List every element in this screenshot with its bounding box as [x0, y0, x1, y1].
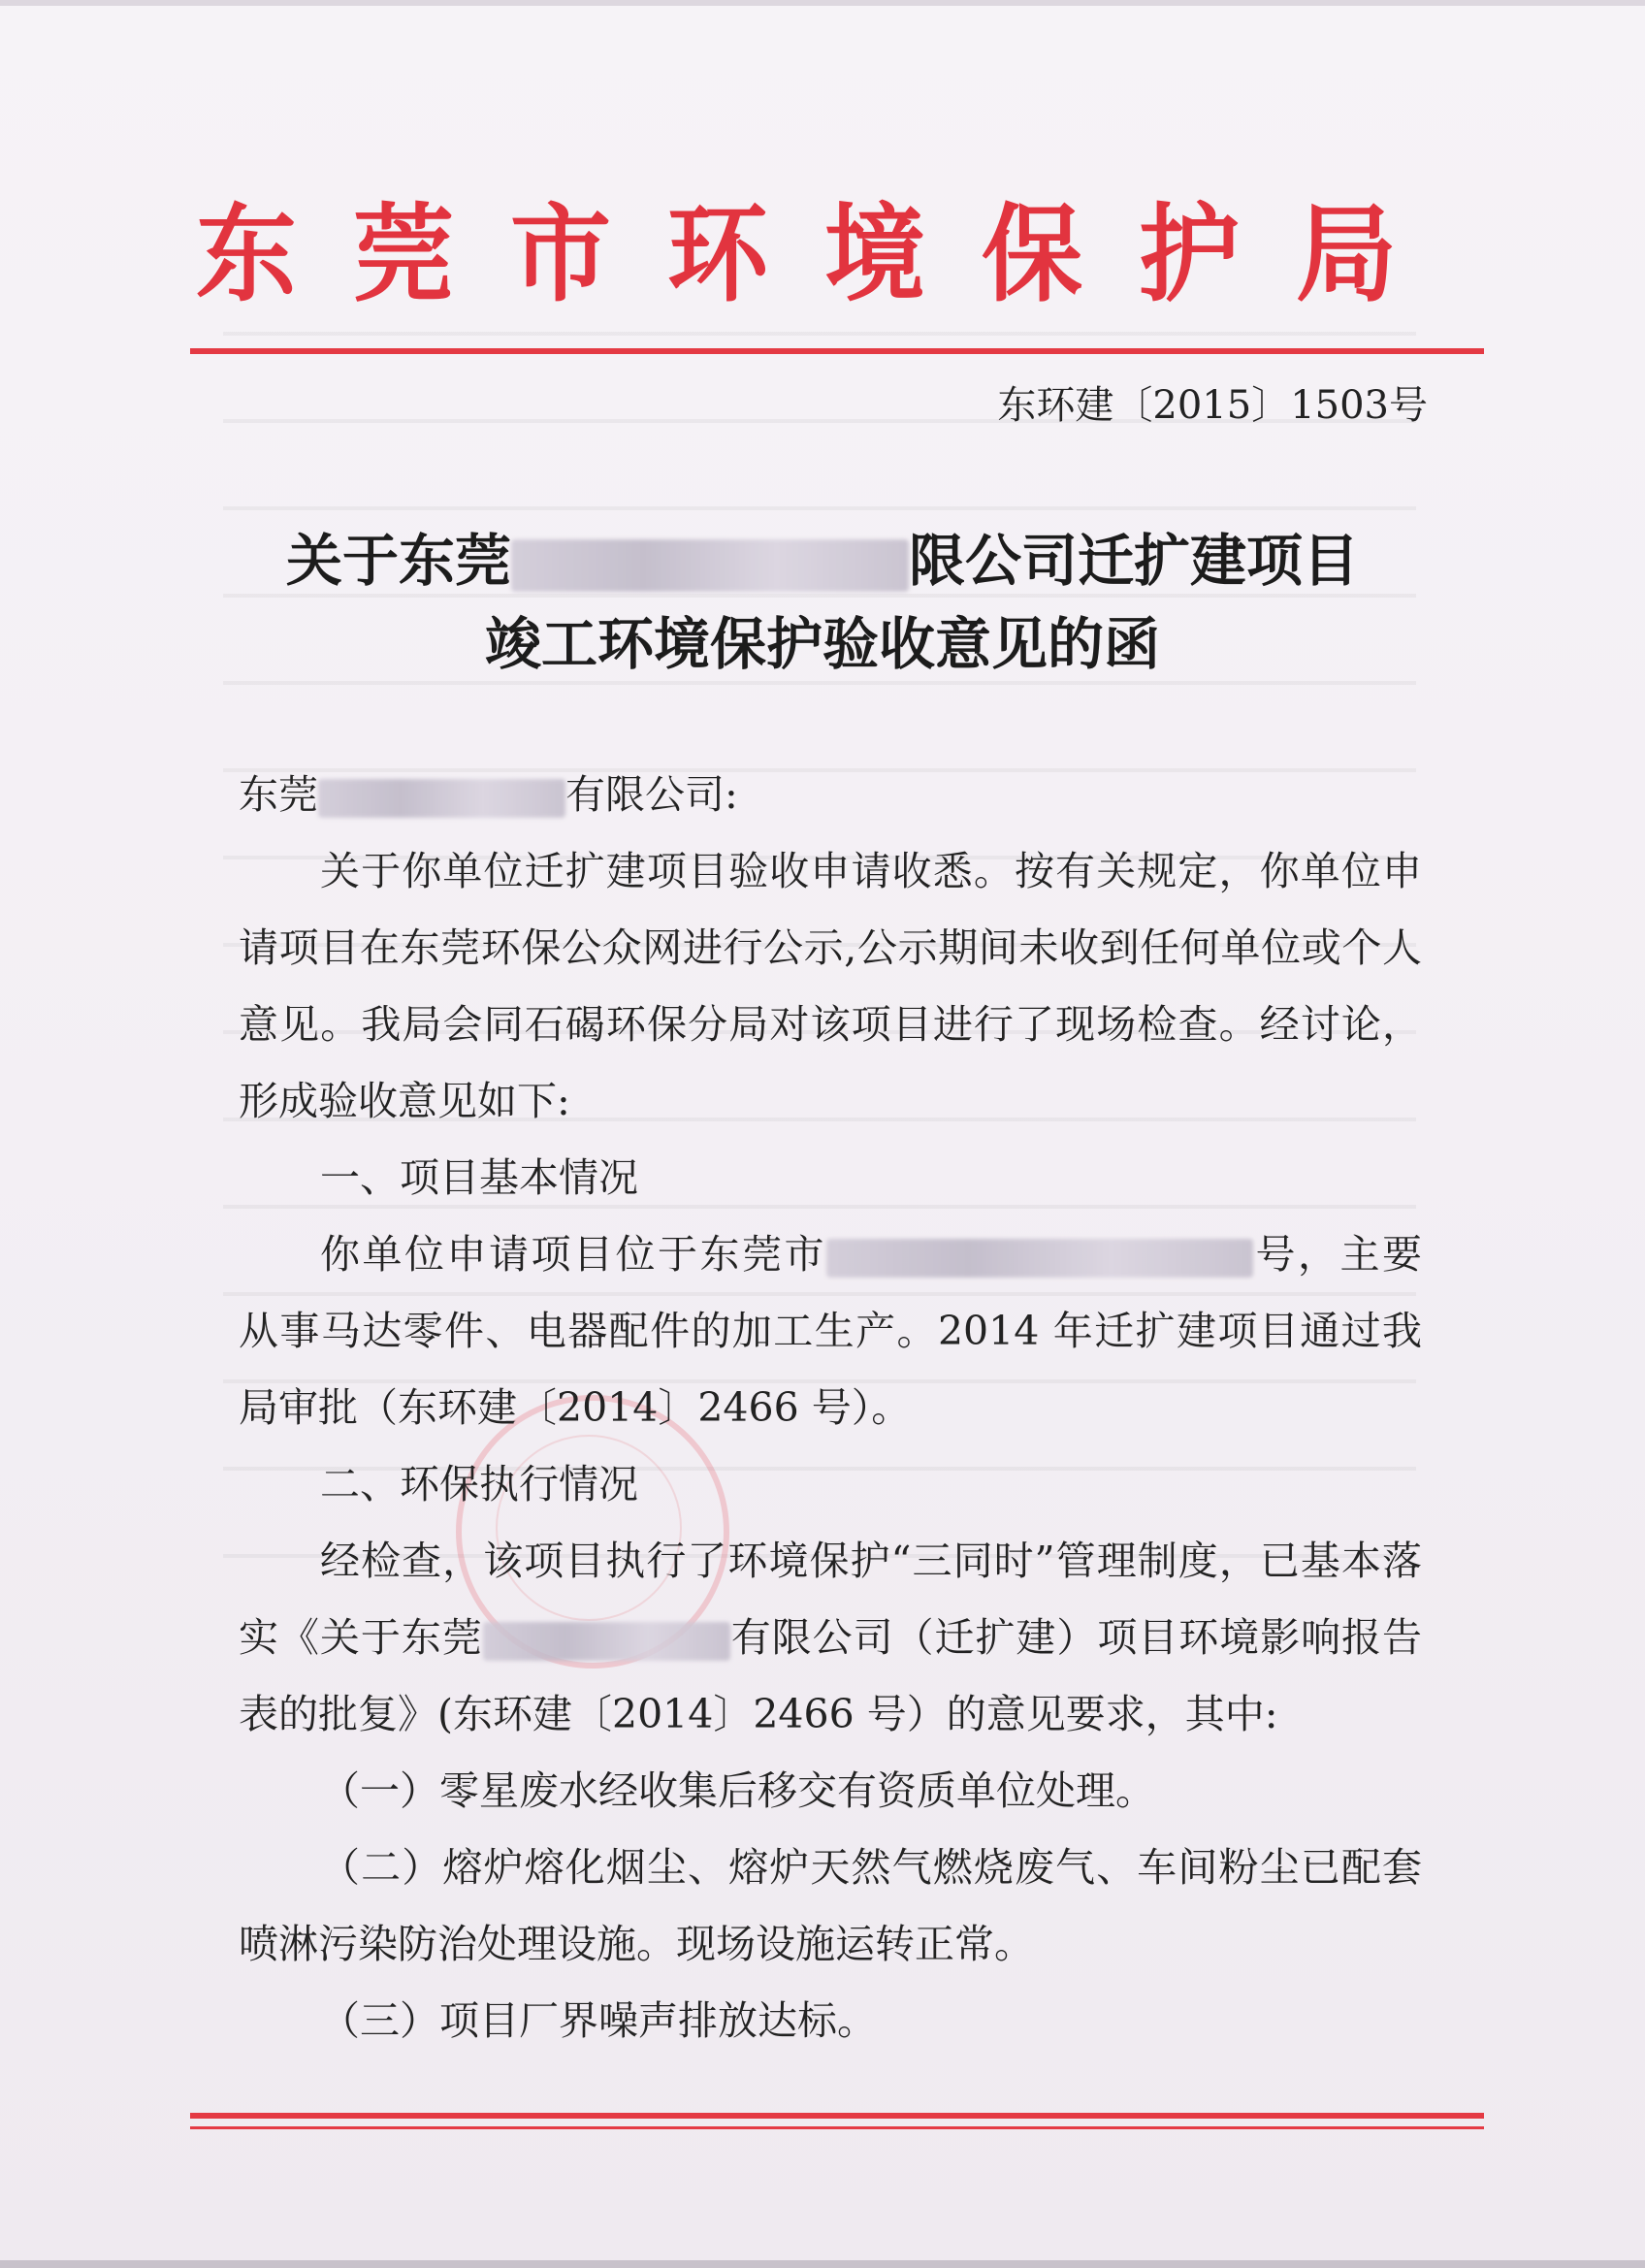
letter-body [239, 757, 1422, 2059]
section-2-paragraph [239, 1523, 1422, 1753]
page-top-edge [0, 0, 1645, 6]
section-heading-2: 二、环保执行情况 [320, 1461, 638, 1507]
list-item-2: （二）熔炉熔化烟尘、熔炉天然气燃烧废气、车间粉尘已配套喷淋污染防治处理设施。现场设施运转正常。 [239, 1844, 1422, 1967]
document-number: 东环建〔2015〕1503号 [997, 383, 1428, 428]
section-2-suffix: 有限公司（迁扩建）项目环境影响报告表的批复》(东环建〔2014〕2466 号）的意见要求，其中: [239, 1614, 1423, 1737]
redacted-company-name [483, 1622, 730, 1661]
footer-rule [190, 2113, 1484, 2119]
document-title [0, 519, 1645, 686]
redacted-company-name [318, 779, 565, 818]
redacted-address [826, 1239, 1253, 1278]
list-item-1: （一）零星废水经收集后移交有资质单位处理。 [320, 1767, 1155, 1814]
title-line-1-suffix: 限公司迁扩建项目 [909, 528, 1360, 594]
section-1-prefix: 你单位申请项目位于东莞市 [320, 1231, 826, 1278]
section-2-prefix: 经检查，该项目执行了环境保护“三同时”管理制度，已基本落实《关于东莞 [239, 1538, 1422, 1661]
section-heading-1: 一、项目基本情况 [320, 1154, 638, 1201]
section-1-suffix: 号，主要从事马达零件、电器配件的加工生产。2014 年迁扩建项目通过我局审批（东环建〔2014〕2466 号）。 [239, 1231, 1422, 1431]
list-item-3: （三）项目厂界噪声排放达标。 [320, 1997, 877, 2044]
intro-paragraph: 关于你单位迁扩建项目验收申请收悉。按有关规定，你单位申请项目在东莞环保公众网进行公示,公示期间未收到任何单位或个人意见。我局会同石碣环保分局对该项目进行了现场检查。经讨论，形成验收意见如下: [239, 848, 1422, 1124]
section-1-paragraph [239, 1216, 1422, 1446]
agency-letterhead: 东莞市环境保护局 [195, 191, 1453, 317]
salutation-suffix: 有限公司: [565, 771, 738, 818]
title-line-1-prefix: 关于东莞 [285, 528, 511, 594]
letterhead-rule [190, 348, 1484, 354]
title-line-2: 竣工环境保护验收意见的函 [484, 611, 1160, 677]
footer-rule-secondary [190, 2126, 1484, 2129]
page-bottom-edge [0, 2260, 1645, 2268]
salutation-prefix: 东莞 [239, 771, 318, 818]
title-line-1 [0, 519, 1645, 602]
redacted-company-name [511, 539, 909, 592]
salutation [239, 757, 1422, 833]
